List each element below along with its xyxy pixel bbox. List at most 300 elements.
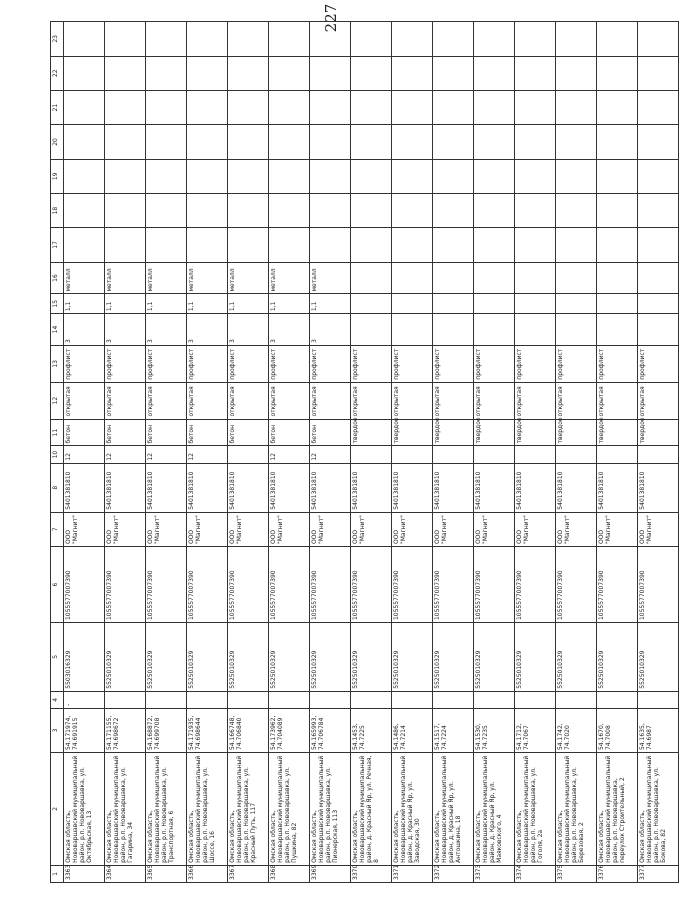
table-cell-addr: Омская область, Нововаршавский муниципальный район, р.п. Нововаршавка, ул. Березовая, 2 — [556, 753, 597, 866]
table-cell-c13: профлист — [433, 345, 474, 382]
table-cell-c14 — [474, 314, 515, 346]
table-cell-c16 — [597, 262, 638, 294]
table-cell-empty — [187, 56, 228, 90]
column-header: 18 — [51, 193, 64, 227]
table-cell-c6: 1055577007390 — [474, 547, 515, 623]
table-cell-n: 3367 — [228, 865, 269, 882]
table-cell-c16 — [392, 262, 433, 294]
table-cell-c8: 5401381810 — [146, 463, 187, 512]
table-cell-c14 — [556, 314, 597, 346]
table-cell-empty — [597, 90, 638, 124]
table-cell-c10 — [351, 446, 392, 463]
table-cell-c5: 5525010329 — [597, 623, 638, 692]
table-cell-c8: 5401381810 — [597, 463, 638, 512]
table-cell-empty — [474, 56, 515, 90]
table-cell-c8: 5401381810 — [310, 463, 351, 512]
table-cell-c12: открытая — [597, 382, 638, 419]
table-cell-empty — [269, 90, 310, 124]
table-cell-c5: 5525010329 — [556, 623, 597, 692]
table-cell-empty — [474, 90, 515, 124]
table-cell-c6: 1055577007390 — [556, 547, 597, 623]
table-cell-c16 — [638, 262, 679, 294]
table-cell-c10 — [556, 446, 597, 463]
table-cell-empty — [228, 125, 269, 159]
table-cell-c7: ООО "Магнит" — [597, 512, 638, 546]
table-cell-c5: 5525010329 — [187, 623, 228, 692]
table-cell-n: 3370 — [351, 865, 392, 882]
table-cell-empty — [187, 159, 228, 193]
table-cell-c12: открытая — [269, 382, 310, 419]
table-cell-c12: открытая — [146, 382, 187, 419]
table-cell-empty — [228, 90, 269, 124]
table-row — [474, 22, 515, 883]
table-cell-c13: профлист — [228, 345, 269, 382]
table-cell-coords: 54.1517, 74.7224 — [433, 708, 474, 752]
table-cell-empty — [269, 22, 310, 57]
table-cell-coords: 54.1453, 74.7225 — [351, 708, 392, 752]
table-cell-c12: открытая — [638, 382, 679, 419]
table-row — [146, 22, 187, 883]
table-cell-addr: Омская область, Нововаршавский муниципальный район, д. Красный Яр, ул. Маяковского, 4 — [474, 753, 515, 866]
table-cell-c10 — [474, 446, 515, 463]
table-cell-c6: 1055577007390 — [269, 547, 310, 623]
table-cell-c11: бетон — [269, 419, 310, 446]
table-cell-empty — [351, 228, 392, 262]
table-cell-addr: Омская область, Нововаршавский муниципальный район, р.п. Нововаршавка, ул. Шоссе, 16 — [187, 753, 228, 866]
table-cell-empty — [392, 228, 433, 262]
table-cell-empty — [146, 22, 187, 57]
table-cell-c13: профлист — [474, 345, 515, 382]
table-cell-c6: 1055577007390 — [64, 547, 105, 623]
table-cell-c11: бетон — [146, 419, 187, 446]
table-cell-c10 — [638, 446, 679, 463]
table-cell-c14: 3 — [310, 314, 351, 346]
table-cell-c7: ООО "Магнит" — [515, 512, 556, 546]
column-header: 8 — [51, 463, 64, 512]
table-cell-c16: металл — [187, 262, 228, 294]
table-cell-c15: 1,1 — [64, 294, 105, 314]
table-cell-c5: 5525010329 — [105, 623, 146, 692]
table-cell-empty — [269, 228, 310, 262]
table-cell-empty — [597, 228, 638, 262]
table-cell-c8: 5401381810 — [64, 463, 105, 512]
table-cell-c8: 5401381810 — [187, 463, 228, 512]
table-cell-n: 3376 — [597, 865, 638, 882]
table-cell-c7: ООО "Магнит" — [433, 512, 474, 546]
table-cell-c7: ООО "Магнит" — [638, 512, 679, 546]
table-cell-c5: 5525010329 — [269, 623, 310, 692]
table-cell-c5: 5525010329 — [392, 623, 433, 692]
table-cell-c16: металл — [105, 262, 146, 294]
table-cell-n: 3365 — [146, 865, 187, 882]
table-cell-c16 — [351, 262, 392, 294]
table-cell-c12: открытая — [556, 382, 597, 419]
table-cell-n: 3368 — [269, 865, 310, 882]
table-cell-coords: 54.168872, 74.699708 — [146, 708, 187, 752]
column-header: 11 — [51, 419, 64, 446]
table-cell-empty — [638, 90, 679, 124]
table-row — [187, 22, 228, 883]
table-cell-addr: Омская область, Нововаршавский муниципальный район, р.п. Нововаршавка, ул. Пушкина, 82 — [269, 753, 310, 866]
table-cell-empty — [310, 193, 351, 227]
table-cell-c12: открытая — [392, 382, 433, 419]
table-cell-empty — [228, 193, 269, 227]
table-cell-empty — [515, 56, 556, 90]
table-cell-c14: 3 — [105, 314, 146, 346]
table-cell-empty — [474, 193, 515, 227]
table-cell-addr: Омская область, Нововаршавский муниципальный район, д. Красный Яр, ул. Антошкина, 18 — [433, 753, 474, 866]
table-cell-empty — [556, 159, 597, 193]
table-cell-c15 — [433, 294, 474, 314]
table-cell-c6: 1055577007390 — [597, 547, 638, 623]
table-cell-c14: 3 — [269, 314, 310, 346]
table-cell-n: 3369 — [310, 865, 351, 882]
table-cell-c4 — [556, 691, 597, 708]
table-cell-coords: 54.173962, 74.704089 — [269, 708, 310, 752]
table-cell-c14 — [597, 314, 638, 346]
table-row — [597, 22, 638, 883]
table-cell-empty — [433, 90, 474, 124]
table-cell-empty — [269, 125, 310, 159]
table-cell-empty — [515, 22, 556, 57]
table-cell-c11: твердое — [351, 419, 392, 446]
table-cell-c6: 1055577007390 — [638, 547, 679, 623]
table-cell-c12: открытая — [187, 382, 228, 419]
table-cell-c16: металл — [269, 262, 310, 294]
table-cell-c4 — [310, 691, 351, 708]
table-cell-c5: 5525010329 — [433, 623, 474, 692]
table-cell-c7: ООО "Магнит" — [474, 512, 515, 546]
table-cell-c4 — [597, 691, 638, 708]
table-row — [515, 22, 556, 883]
table-cell-c10 — [433, 446, 474, 463]
table-cell-empty — [228, 56, 269, 90]
table-cell-empty — [556, 193, 597, 227]
table-cell-c13: профлист — [556, 345, 597, 382]
table-cell-c7: ООО "Магнит" — [556, 512, 597, 546]
table-cell-c8: 5401381810 — [228, 463, 269, 512]
table-cell-coords: 54.1670, 74.7008 — [597, 708, 638, 752]
table-cell-empty — [556, 125, 597, 159]
table-row — [351, 22, 392, 883]
column-header: 14 — [51, 314, 64, 346]
table-cell-empty — [433, 228, 474, 262]
table-cell-c15: 1,1 — [146, 294, 187, 314]
table-cell-empty — [638, 125, 679, 159]
table-cell-empty — [310, 90, 351, 124]
table-cell-empty — [310, 125, 351, 159]
table-cell-empty — [556, 56, 597, 90]
table-cell-coords: 54.165993, 74.706784 — [310, 708, 351, 752]
table-cell-c15 — [556, 294, 597, 314]
table-cell-c16 — [556, 262, 597, 294]
table-cell-empty — [515, 90, 556, 124]
table-cell-c10 — [392, 446, 433, 463]
table-cell-n: 3375 — [556, 865, 597, 882]
table-cell-empty — [310, 228, 351, 262]
table-cell-c15 — [351, 294, 392, 314]
table-cell-coords: 54.1486, 74.7214 — [392, 708, 433, 752]
table-cell-empty — [228, 228, 269, 262]
table-cell-c11: твердое — [433, 419, 474, 446]
column-header: 19 — [51, 159, 64, 193]
table-cell-c4 — [515, 691, 556, 708]
column-header: 16 — [51, 262, 64, 294]
column-header: 3 — [51, 708, 64, 752]
table-cell-c10: 12 — [105, 446, 146, 463]
table-cell-c7: ООО "Магнит" — [351, 512, 392, 546]
table-cell-empty — [474, 125, 515, 159]
table-cell-empty — [638, 56, 679, 90]
table-cell-c6: 1055577007390 — [433, 547, 474, 623]
table-cell-c10 — [597, 446, 638, 463]
table-cell-c6: 1055577007390 — [146, 547, 187, 623]
table-cell-addr: Омская область, Нововаршавский муниципальный район, р.п. Нововаршавка, переулок Строительный, 2 — [597, 753, 638, 866]
table-cell-empty — [64, 90, 105, 124]
table-cell-empty — [597, 22, 638, 57]
table-cell-c5: 5525010329 — [638, 623, 679, 692]
table-row — [638, 22, 679, 883]
table-cell-c15 — [638, 294, 679, 314]
table-cell-addr: Омская область, Нововаршавский муниципальный район, р.п. Нововаршавка, ул. Красный Путь, 117 — [228, 753, 269, 866]
table-cell-empty — [310, 22, 351, 57]
table-cell-c5: 5525010329 — [310, 623, 351, 692]
table-cell-empty — [433, 193, 474, 227]
table-cell-empty — [146, 56, 187, 90]
table-cell-coords: 54.171155, 74.698672 — [105, 708, 146, 752]
table-cell-c7: ООО "Магнит" — [64, 512, 105, 546]
table-cell-c7: ООО "Магнит" — [105, 512, 146, 546]
table-cell-empty — [228, 22, 269, 57]
table-cell-empty — [64, 125, 105, 159]
table-cell-empty — [515, 193, 556, 227]
table-cell-c11: бетон — [64, 419, 105, 446]
table-cell-c4 — [146, 691, 187, 708]
column-header: 2 — [51, 753, 64, 866]
table-cell-empty — [515, 159, 556, 193]
table-cell-empty — [64, 159, 105, 193]
table-cell-c11: твердое — [556, 419, 597, 446]
table-cell-empty — [269, 193, 310, 227]
table-row — [392, 22, 433, 883]
table-cell-c13: профлист — [638, 345, 679, 382]
table-row — [556, 22, 597, 883]
table-cell-empty — [105, 90, 146, 124]
table-cell-empty — [105, 228, 146, 262]
table-cell-empty — [351, 90, 392, 124]
table-cell-empty — [105, 159, 146, 193]
table-cell-c4: - — [64, 691, 105, 708]
table-cell-c5: 5525010329 — [474, 623, 515, 692]
table-cell-c8: 5401381810 — [392, 463, 433, 512]
table-cell-empty — [392, 193, 433, 227]
table-cell-empty — [146, 125, 187, 159]
table-cell-c4 — [638, 691, 679, 708]
table-cell-c16: металл — [64, 262, 105, 294]
table-cell-c4 — [105, 691, 146, 708]
table-cell-empty — [187, 193, 228, 227]
table-cell-c11: бетон — [105, 419, 146, 446]
table-cell-empty — [597, 159, 638, 193]
table-cell-empty — [392, 56, 433, 90]
table-cell-empty — [187, 22, 228, 57]
table-cell-c16 — [474, 262, 515, 294]
table-cell-empty — [187, 228, 228, 262]
table-cell-empty — [146, 193, 187, 227]
table-cell-c4 — [474, 691, 515, 708]
table-cell-c12: открытая — [228, 382, 269, 419]
table-cell-c11: бетон — [310, 419, 351, 446]
table-cell-empty — [638, 228, 679, 262]
table-cell-c13: профлист — [187, 345, 228, 382]
table-cell-c6: 1055577007390 — [392, 547, 433, 623]
table-cell-c12: открытая — [515, 382, 556, 419]
table-row — [228, 22, 269, 883]
table-cell-empty — [433, 159, 474, 193]
table-cell-c13: профлист — [392, 345, 433, 382]
table-cell-empty — [556, 22, 597, 57]
table-cell-c14 — [392, 314, 433, 346]
table-cell-addr: Омская область, Нововаршавский муниципальный район, р.п. Нововаршавка, ул. Транспортная, 6 — [146, 753, 187, 866]
table-cell-empty — [515, 125, 556, 159]
table-cell-c5: 5525010329 — [228, 623, 269, 692]
table-cell-c10 — [228, 446, 269, 463]
table-cell-addr: Омская область, Нововаршавский муниципальный район, р.п. Нововаршавка, ул. Гоголя, 2а — [515, 753, 556, 866]
table-cell-empty — [146, 90, 187, 124]
table-cell-empty — [433, 125, 474, 159]
table-cell-c6: 1055577007390 — [105, 547, 146, 623]
table-cell-c4 — [187, 691, 228, 708]
table-cell-c14 — [638, 314, 679, 346]
column-header: 4 — [51, 691, 64, 708]
table-cell-n: 3373 — [474, 865, 515, 882]
table-cell-c12: открытая — [64, 382, 105, 419]
column-header: 20 — [51, 125, 64, 159]
table-cell-c15 — [392, 294, 433, 314]
table-cell-c14 — [433, 314, 474, 346]
table-cell-c15 — [515, 294, 556, 314]
table-row — [105, 22, 146, 883]
table-cell-c8: 5401381810 — [105, 463, 146, 512]
table-cell-c8: 5401381810 — [474, 463, 515, 512]
table-cell-n: 3372 — [433, 865, 474, 882]
table-cell-c5: 5525010329 — [515, 623, 556, 692]
table-cell-coords: 54.1742, 74.7020 — [556, 708, 597, 752]
column-header: 23 — [51, 22, 64, 57]
table-cell-empty — [351, 56, 392, 90]
column-header: 6 — [51, 547, 64, 623]
table-cell-c10: 12 — [187, 446, 228, 463]
table-cell-c15: 1,1 — [269, 294, 310, 314]
table-cell-c13: профлист — [146, 345, 187, 382]
table-cell-c11: твердое — [392, 419, 433, 446]
table-cell-c16 — [433, 262, 474, 294]
table-cell-empty — [310, 159, 351, 193]
table-cell-coords: 54.1635, 74.6987 — [638, 708, 679, 752]
table-cell-coords: 54.1712, 74.7067 — [515, 708, 556, 752]
table-cell-c14: 3 — [64, 314, 105, 346]
table-cell-empty — [64, 56, 105, 90]
column-number-header — [51, 22, 64, 883]
table-cell-empty — [146, 159, 187, 193]
table-cell-empty — [351, 159, 392, 193]
table-cell-c7: ООО "Магнит" — [187, 512, 228, 546]
table-cell-c10 — [515, 446, 556, 463]
table-cell-c15: 1,1 — [310, 294, 351, 314]
table-cell-empty — [556, 90, 597, 124]
table-cell-c8: 5401381810 — [556, 463, 597, 512]
table-cell-empty — [597, 125, 638, 159]
table-cell-c15: 1,1 — [228, 294, 269, 314]
table-cell-c6: 1055577007390 — [187, 547, 228, 623]
table-cell-c11: бетон — [187, 419, 228, 446]
table-cell-c8: 5401381810 — [433, 463, 474, 512]
table-cell-addr: Омская область, Нововаршавский муниципальный район, р.п. Нововаршавка, ул. Октябрьская, 13 — [64, 753, 105, 866]
table-cell-addr: Омская область, Нововаршавский муниципальный район, р.п. Нововаршавка, ул. Бокова, 82 — [638, 753, 679, 866]
table-cell-c15 — [597, 294, 638, 314]
table-cell-c16: металл — [228, 262, 269, 294]
table-cell-empty — [187, 125, 228, 159]
table-cell-empty — [105, 56, 146, 90]
table-cell-empty — [228, 159, 269, 193]
table-cell-c5: 5525010329 — [146, 623, 187, 692]
table-cell-empty — [64, 193, 105, 227]
table-cell-c4 — [351, 691, 392, 708]
table-cell-empty — [515, 228, 556, 262]
table-cell-empty — [433, 56, 474, 90]
table-cell-c11: бетон — [228, 419, 269, 446]
table-cell-c16 — [515, 262, 556, 294]
table-cell-c11: твердое — [515, 419, 556, 446]
table-cell-c10: 12 — [64, 446, 105, 463]
column-header: 1 — [51, 865, 64, 882]
table-cell-c8: 5401381810 — [351, 463, 392, 512]
table-cell-empty — [638, 22, 679, 57]
table-cell-empty — [392, 159, 433, 193]
column-header: 12 — [51, 382, 64, 419]
table-cell-empty — [105, 125, 146, 159]
table-cell-empty — [433, 22, 474, 57]
table-cell-empty — [351, 193, 392, 227]
table-cell-coords: 54.166748, 74.706840 — [228, 708, 269, 752]
table-cell-addr: Омская область, Нововаршавский муниципальный район, д. Красный Яр, ул. Речная, 8 — [351, 753, 392, 866]
table-cell-empty — [597, 193, 638, 227]
table-cell-c6: 1055577007390 — [515, 547, 556, 623]
table-cell-empty — [556, 228, 597, 262]
table-cell-addr: Омская область, Нововаршавский муниципальный район, д. Красный Яр, ул. Заводская, 30 — [392, 753, 433, 866]
table-cell-coords: 54.171974, 74.691915 — [64, 708, 105, 752]
table-cell-empty — [597, 56, 638, 90]
table-cell-c15: 1,1 — [187, 294, 228, 314]
table-cell-addr: Омская область, Нововаршавский муниципальный район, р.п. Нововаршавка, ул. Гагарина, 34 — [105, 753, 146, 866]
table-cell-empty — [105, 193, 146, 227]
table-cell-c13: профлист — [64, 345, 105, 382]
table-cell-empty — [474, 22, 515, 57]
table-cell-empty — [64, 22, 105, 57]
column-header: 15 — [51, 294, 64, 314]
table-cell-c4 — [392, 691, 433, 708]
table-cell-c8: 5401381810 — [638, 463, 679, 512]
column-header: 5 — [51, 623, 64, 692]
column-header: 10 — [51, 446, 64, 463]
table-cell-c13: профлист — [597, 345, 638, 382]
table-cell-empty — [146, 228, 187, 262]
table-cell-c12: открытая — [105, 382, 146, 419]
table-cell-c7: ООО "Магнит" — [269, 512, 310, 546]
table-cell-n: 3364 — [105, 865, 146, 882]
table-cell-c8: 5401381810 — [515, 463, 556, 512]
table-cell-c11: твердое — [597, 419, 638, 446]
